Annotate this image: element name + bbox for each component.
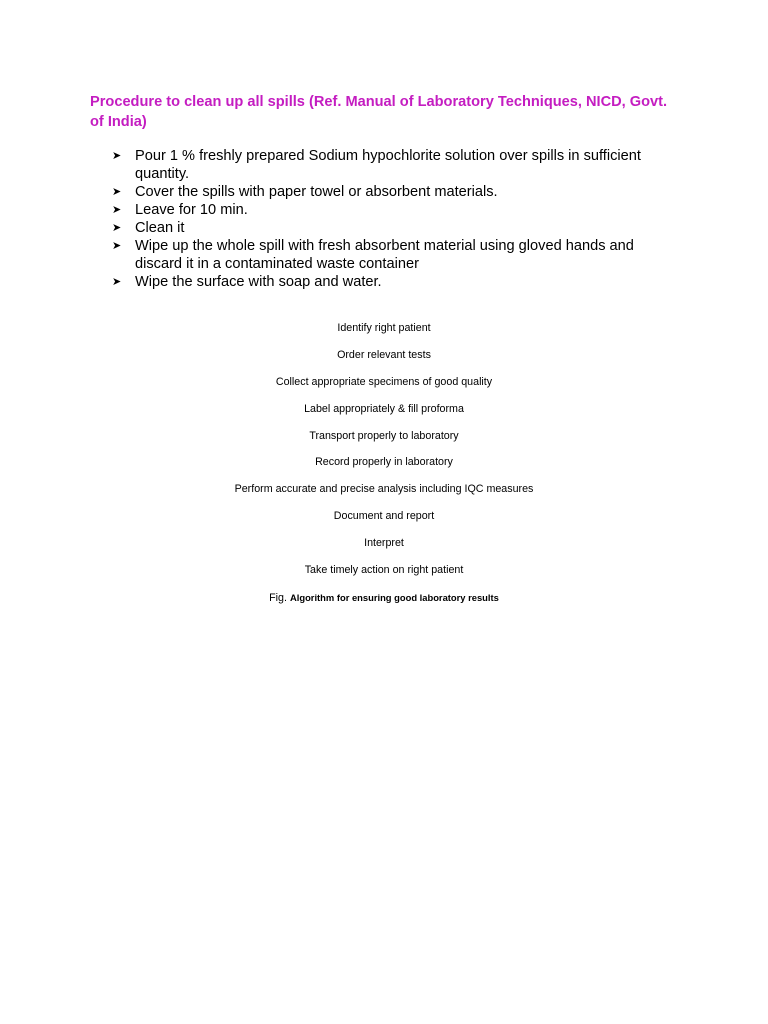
list-item-text: Wipe the surface with soap and water. bbox=[135, 274, 382, 290]
algorithm-step: Perform accurate and precise analysis including IQC measures bbox=[234, 483, 534, 496]
caption-title: Algorithm for ensuring good laboratory results bbox=[289, 592, 499, 603]
figure-caption bbox=[0, 591, 768, 605]
arrow-bullet-icon: ➤ bbox=[112, 240, 122, 252]
arrow-bullet-icon: ➤ bbox=[112, 186, 122, 198]
algorithm-step: Collect appropriate specimens of good quality bbox=[275, 375, 493, 388]
list-item bbox=[110, 183, 670, 201]
algorithm-step: Interpret bbox=[364, 537, 404, 550]
arrow-bullet-icon: ➤ bbox=[112, 276, 122, 288]
arrow-bullet-icon: ➤ bbox=[112, 222, 122, 234]
algorithm-flow bbox=[0, 322, 768, 591]
list-item-text: Clean it bbox=[135, 220, 185, 236]
list-item-text: Leave for 10 min. bbox=[135, 202, 248, 218]
algorithm-step: Take timely action on right patient bbox=[304, 564, 464, 577]
algorithm-step: Transport properly to laboratory bbox=[309, 429, 459, 442]
list-item bbox=[110, 201, 670, 219]
list-item bbox=[110, 219, 670, 237]
algorithm-step: Order relevant tests bbox=[337, 348, 431, 361]
caption-prefix: Fig. bbox=[269, 592, 287, 604]
list-item bbox=[110, 237, 670, 273]
algorithm-step: Label appropriately & fill proforma bbox=[304, 402, 464, 415]
algorithm-step: Record properly in laboratory bbox=[315, 456, 453, 469]
arrow-bullet-icon: ➤ bbox=[112, 150, 122, 162]
algorithm-step: Identify right patient bbox=[337, 322, 431, 334]
spill-procedure-list bbox=[110, 147, 670, 291]
list-item-text: Cover the spills with paper towel or absorbent materials. bbox=[135, 184, 498, 200]
section-heading: Procedure to clean up all spills (Ref. Manual of Laboratory Techniques, NICD, Govt. of India) bbox=[90, 94, 668, 130]
list-item-text: Pour 1 % freshly prepared Sodium hypochlorite solution over spills in sufficient quantity. bbox=[135, 148, 641, 182]
list-item-text: Wipe up the whole spill with fresh absorbent material using gloved hands and discard it in a contaminated waste container bbox=[135, 238, 634, 272]
arrow-bullet-icon: ➤ bbox=[112, 204, 122, 216]
algorithm-step: Document and report bbox=[333, 510, 435, 523]
list-item bbox=[110, 273, 670, 291]
list-item bbox=[110, 147, 670, 183]
